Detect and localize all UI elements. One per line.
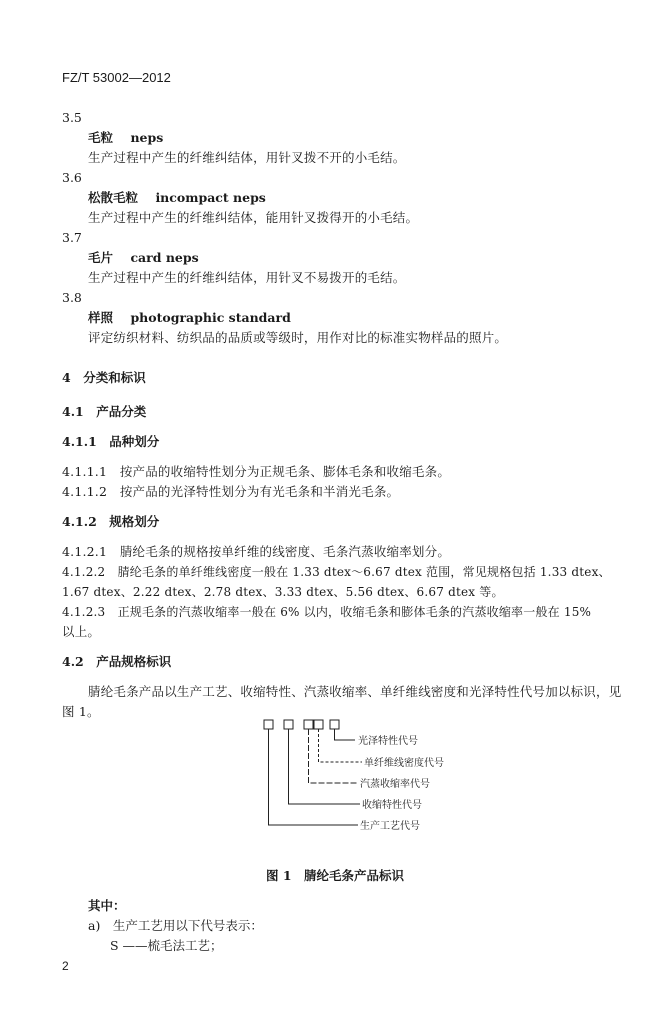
term-card-neps — [88, 250, 199, 266]
leader-line-steam-shrinkage — [309, 729, 359, 783]
term-cn: 毛片 — [88, 250, 114, 265]
definition: 生产过程中产生的纤维纠结体，用针叉拨不开的小毛结。 — [88, 150, 406, 165]
leader-line-luster — [335, 729, 356, 740]
code-box-process — [264, 720, 273, 729]
code-box-luster — [330, 720, 339, 729]
designation-diagram — [240, 716, 470, 856]
clause-4-1-2-3-line2: 以上。 — [62, 624, 101, 639]
code-box-steam-shrinkage — [304, 720, 313, 729]
figure-1-caption: 图 1 腈纶毛条产品标识 — [265, 868, 405, 883]
definition: 生产过程中产生的纤维纠结体，能用针叉拨得开的小毛结。 — [88, 210, 419, 225]
term-neps — [88, 130, 163, 146]
code-box-shrink-type — [284, 720, 293, 729]
definition: 评定纺织材料、纺织品的品质或等级时，用作对比的标准实物样品的照片。 — [88, 330, 508, 345]
clause-number: 3.5 — [62, 110, 82, 125]
section-heading-4-2: 4.2 产品规格标识 — [62, 654, 172, 669]
leader-line-process — [269, 729, 359, 825]
note-item-a-s: S ——梳毛法工艺； — [110, 938, 223, 953]
clause-4-1-2-2-line2: 1.67 dtex、2.22 dtex、2.78 dtex、3.33 dtex、5.56 dtex、6.67 dtex 等。 — [62, 585, 504, 599]
term-cn: 松散毛粒 — [88, 190, 139, 205]
figure-1-diagram — [240, 716, 470, 856]
clause-4-1-2-1: 4.1.2.1 腈纶毛条的规格按单纤维的线密度、毛条汽蒸收缩率划分。 — [62, 544, 451, 559]
clause-4-1-1-1: 4.1.1.1 按产品的收缩特性划分为正规毛条、膨体毛条和收缩毛条。 — [62, 464, 451, 479]
section-heading-4: 4 分类和标识 — [62, 370, 146, 385]
leader-line-linear-density — [319, 729, 363, 762]
term-en: neps — [130, 130, 164, 145]
section-heading-4-1-1: 4.1.1 品种划分 — [62, 434, 160, 449]
standard-code: FZ/T 53002—2012 — [62, 70, 171, 85]
term-en: photographic standard — [130, 310, 291, 325]
term-photographic-standard — [88, 310, 291, 326]
clause-number: 3.7 — [62, 230, 82, 245]
term-en: incompact neps — [155, 190, 266, 205]
label-steam-shrinkage-code: 汽蒸收缩率代号 — [360, 779, 430, 790]
term-en: card neps — [130, 250, 199, 265]
clause-4-1-2-2-line1: 4.1.2.2 腈纶毛条的单纤维线密度一般在 1.33 dtex～6.67 dtex 范围，常见规格包括 1.33 dtex、 — [62, 565, 611, 579]
label-process-code: 生产工艺代号 — [360, 821, 420, 832]
note-item-a: a) 生产工艺用以下代号表示： — [88, 918, 263, 933]
term-incompact-neps — [88, 190, 266, 206]
term-cn: 毛粒 — [88, 130, 114, 145]
code-box-linear-density — [314, 720, 323, 729]
term-cn: 样照 — [88, 310, 114, 325]
clause-4-1-1-2: 4.1.1.2 按产品的光泽特性划分为有光毛条和半消光毛条。 — [62, 484, 400, 499]
notes-intro: 其中： — [88, 898, 126, 913]
label-linear-density-code: 单纤维线密度代号 — [364, 758, 444, 769]
clause-4-1-2-3-line1: 4.1.2.3 正规毛条的汽蒸收缩率一般在 6% 以内，收缩毛条和膨体毛条的汽蒸收缩率一般在 15% — [62, 605, 592, 619]
label-shrink-type-code: 收缩特性代号 — [362, 800, 422, 811]
section-heading-4-1: 4.1 产品分类 — [62, 404, 147, 419]
label-luster-code: 光泽特性代号 — [358, 736, 418, 747]
definition: 生产过程中产生的纤维纠结体，用针叉不易拨开的毛结。 — [88, 270, 406, 285]
clause-number: 3.8 — [62, 290, 82, 305]
paragraph-4-2-line1: 腈纶毛条产品以生产工艺、收缩特性、汽蒸收缩率、单纤维线密度和光泽特性代号加以标识，见 — [88, 684, 622, 699]
page-number: 2 — [62, 959, 69, 973]
section-heading-4-1-2: 4.1.2 规格划分 — [62, 514, 160, 529]
clause-number: 3.6 — [62, 170, 82, 185]
paragraph-4-2-line2: 图 1。 — [62, 704, 100, 719]
